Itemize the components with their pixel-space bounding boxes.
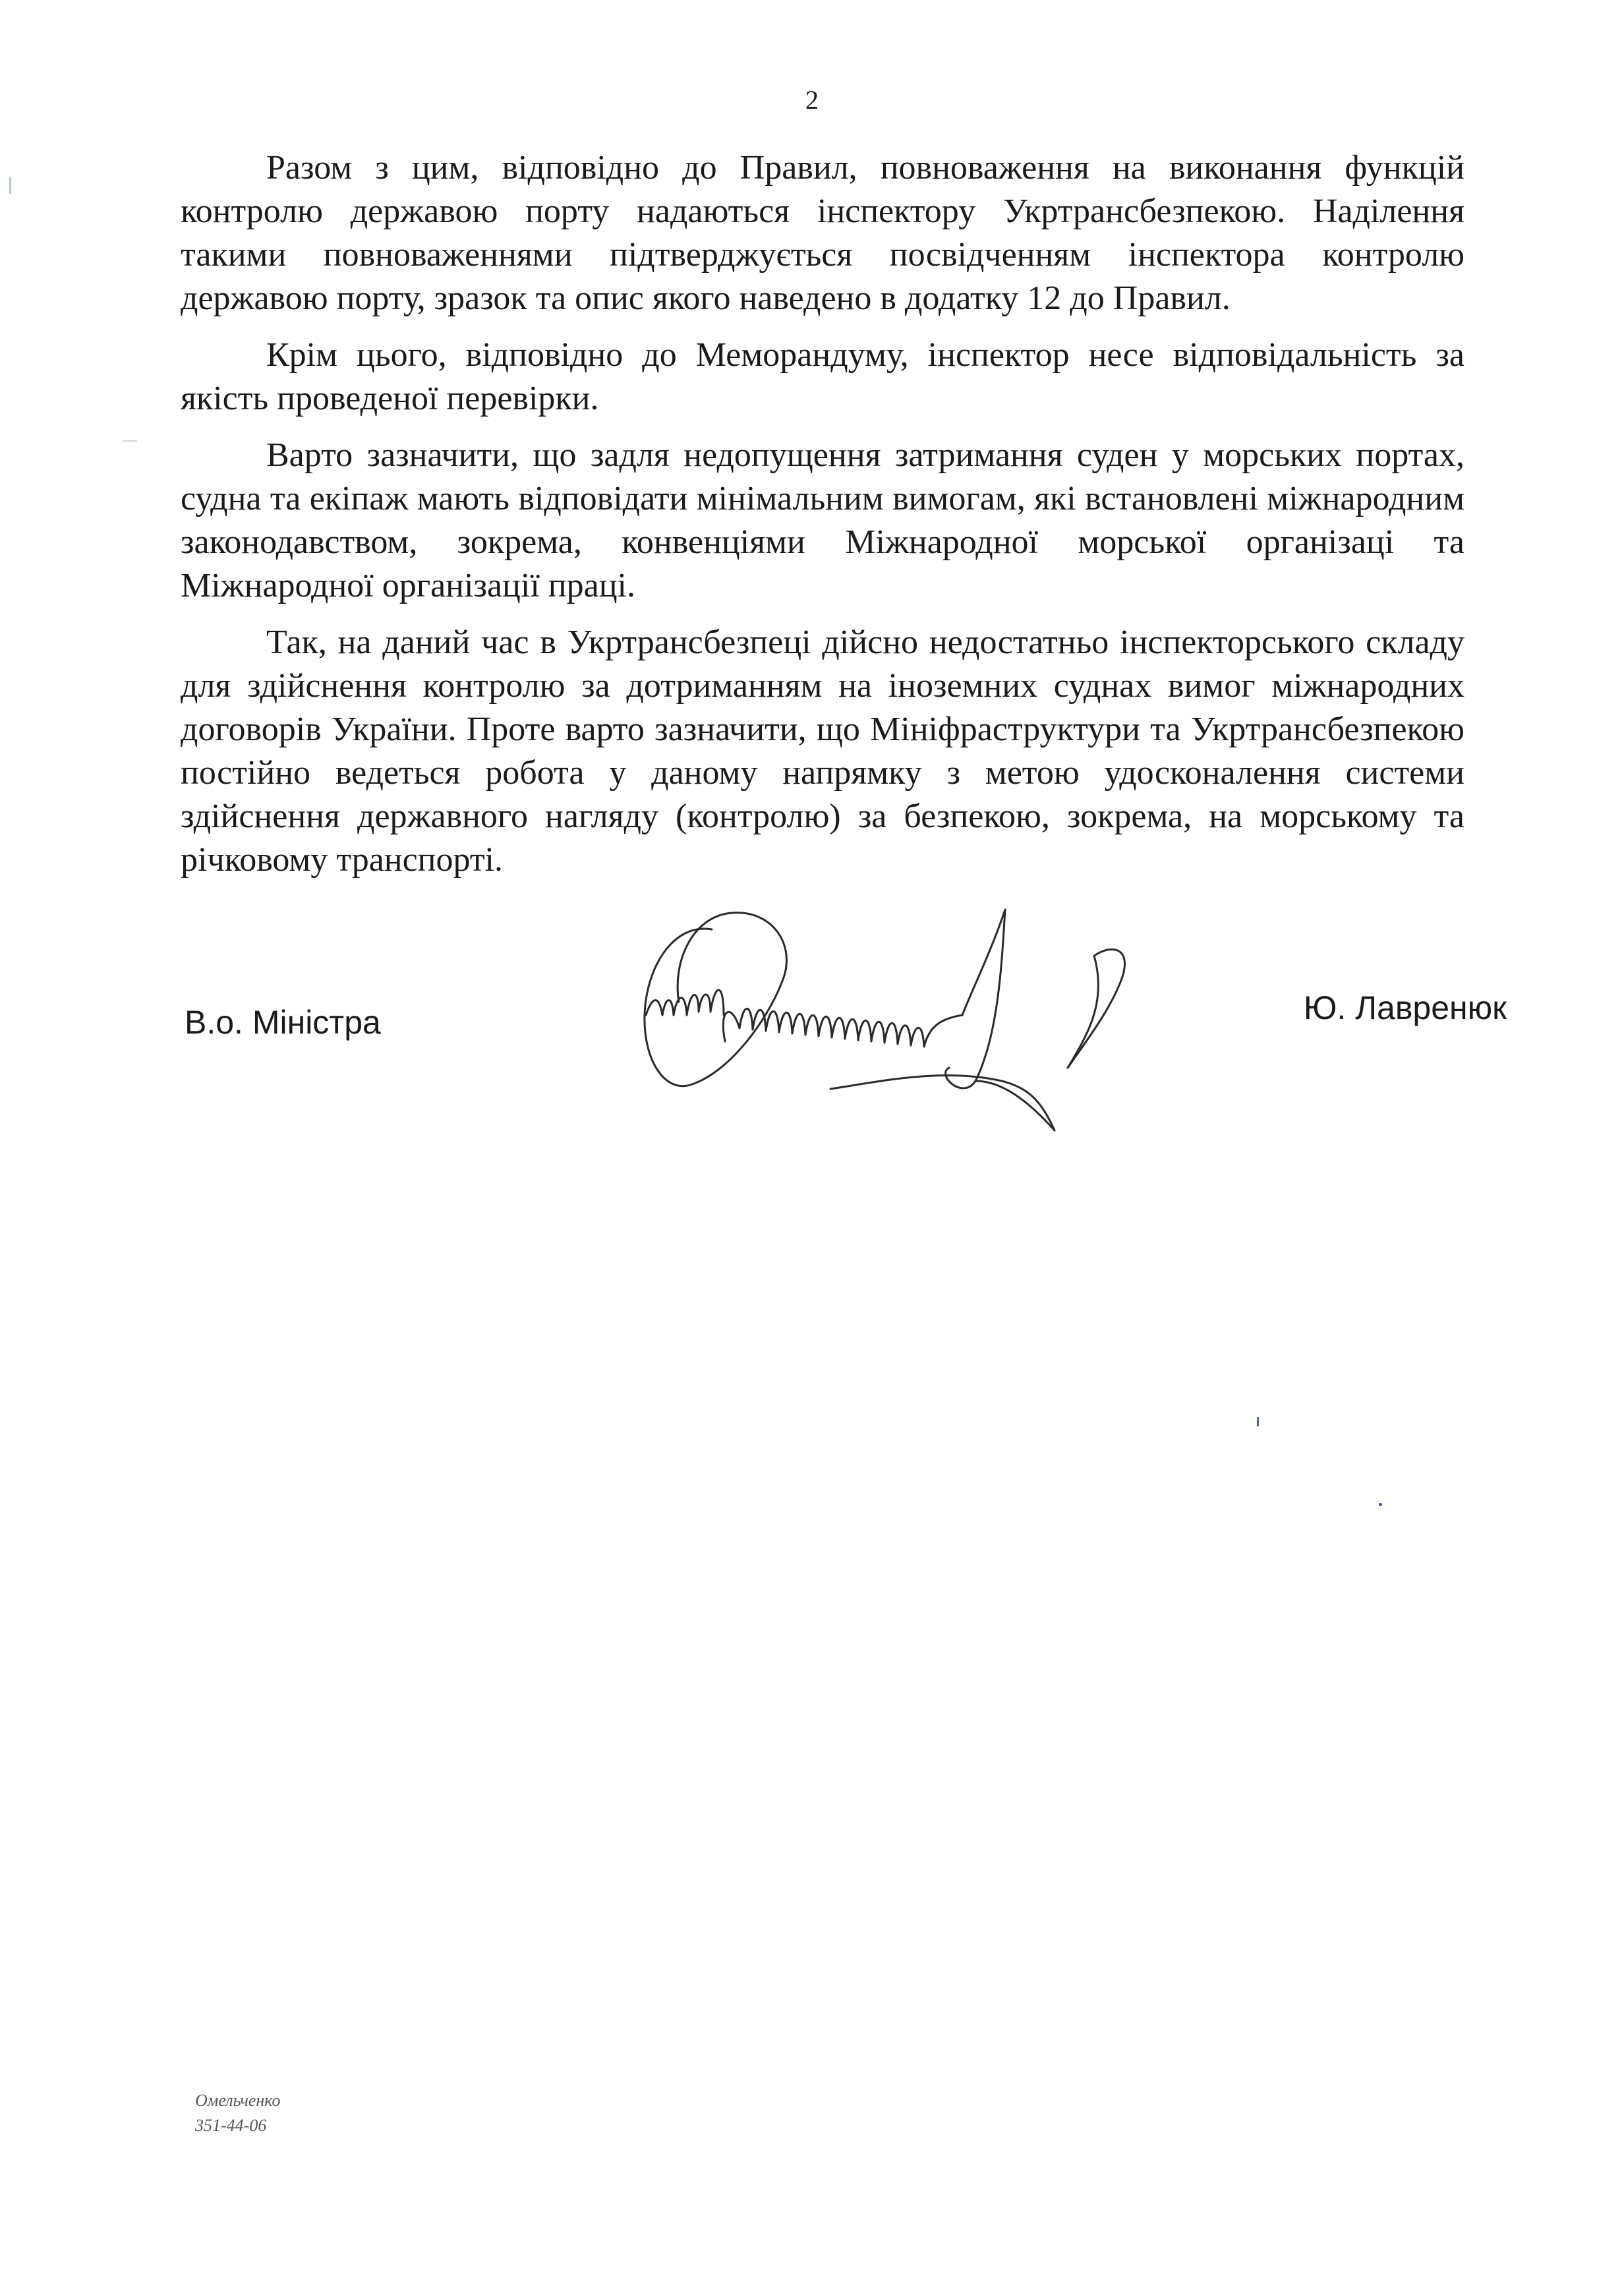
paragraph: Так, на даний час в Укртрансбезпеці дійсно недостатньо інспекторського складу для здійснення контролю за дотриманням на іноземних суднах вимог міжнародних договорів України. Проте варто зазначити, що Мініфраструктури та Укртрансбезпекою постійно ведеться робота у даному напрямку з метою удосконалення системи здійснення державного нагляду (контролю) за безпекою, зокрема, на морському та річковому транспорті. (181, 624, 1464, 879)
executor-info (195, 2088, 280, 2138)
handwritten-signature (633, 883, 1213, 1134)
scan-speck (1257, 1417, 1259, 1426)
margin-mark (123, 440, 137, 442)
page-number: 2 (805, 85, 819, 115)
paragraph: Разом з цим, відповідно до Правил, повноваження на виконання функцій контролю державою порту надаються інспектору Укртрансбезпекою. Наділення такими повноваженнями підтверджується посвідченням інспектора контролю державою порту, зразок та опис якого наведено в додатку 12 до Правил. (181, 149, 1464, 317)
paragraph: Варто зазначити, що задля недопущення затримання суден у морських портах, судна та екіпаж мають відповідати мінімальним вимогам, які встановлені міжнародним законодавством, зокрема, конвенціями Міжнародної морської організаці та Міжнародної організації праці. (181, 436, 1464, 604)
executor-phone: 351-44-06 (195, 2116, 267, 2135)
paragraph: Крім цього, відповідно до Меморандуму, інспектор несе відповідальність за якість проведеної перевірки. (181, 336, 1464, 417)
margin-mark (9, 177, 11, 194)
scan-speck (1379, 1503, 1382, 1506)
letter-body (181, 146, 1464, 895)
signer-title: В.о. Міністра (185, 1004, 381, 1041)
signer-name: Ю. Лавренюк (1303, 989, 1507, 1026)
executor-name: Омельченко (195, 2091, 281, 2110)
